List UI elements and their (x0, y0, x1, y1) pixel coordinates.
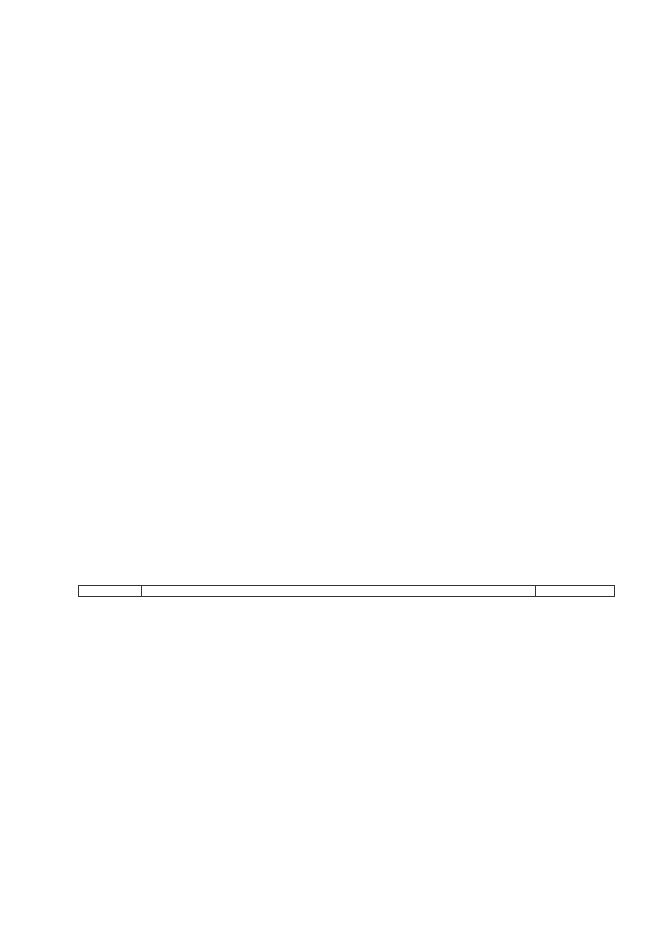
header-name (142, 586, 536, 597)
header-symbol (79, 586, 142, 597)
table-header-row (79, 586, 615, 597)
symbols-table (78, 585, 615, 597)
header-unit (536, 586, 615, 597)
body-text (89, 89, 614, 103)
